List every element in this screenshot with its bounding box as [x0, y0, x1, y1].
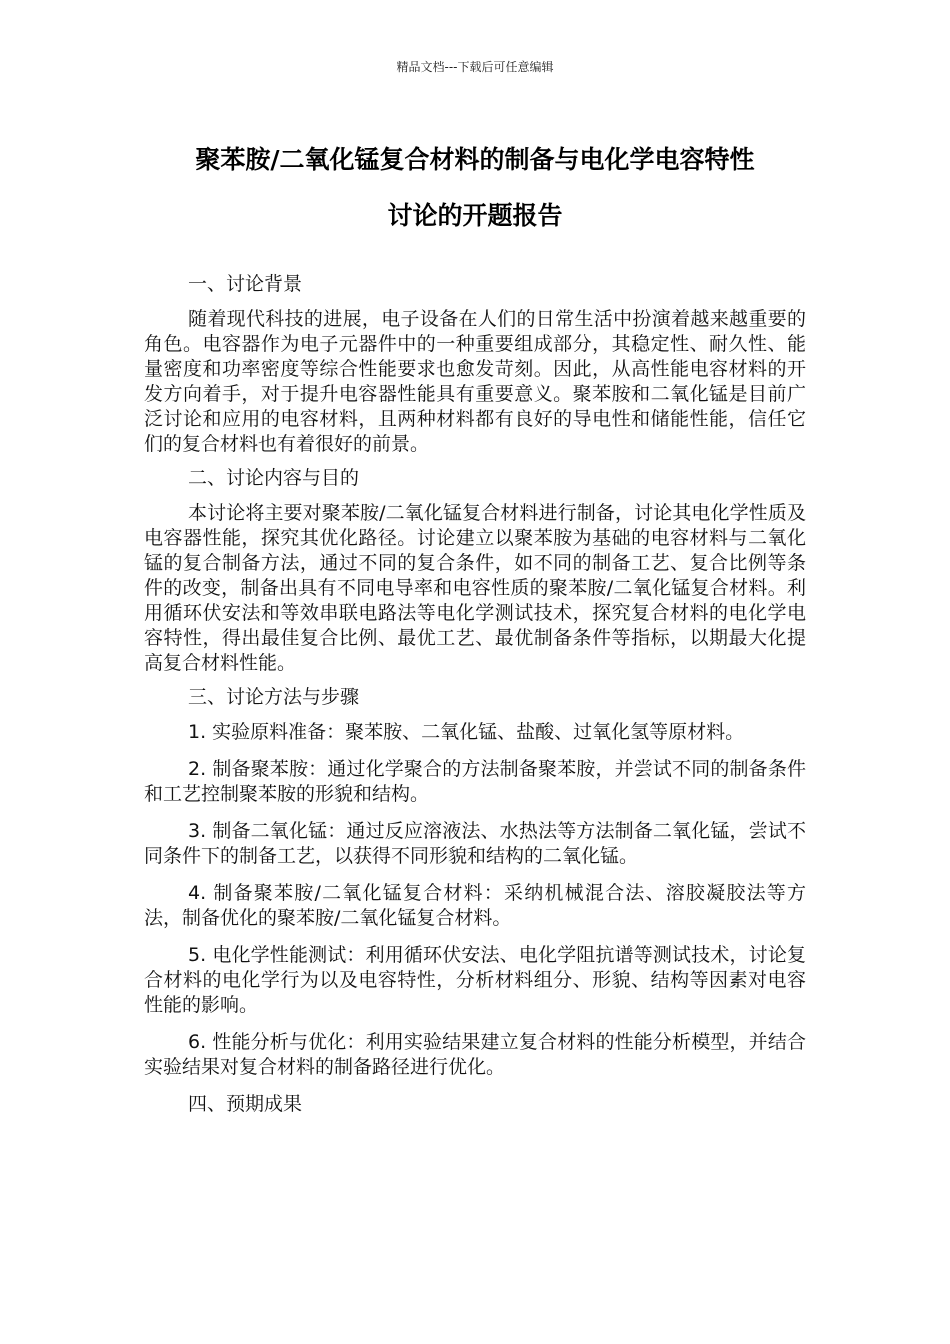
document-body: [144, 272, 806, 1127]
header-note: 精品文档---下载后可任意编辑: [396, 60, 554, 74]
paragraph-background: 随着现代科技的进展，电子设备在人们的日常生活中扮演着越来越重要的角色。电容器作为电子元器件中的一种重要组成部分，其稳定性、耐久性、能量密度和功率密度等综合性能要求也愈发苛刻。因此，从高性能电容材料的开发方向着手，对于提升电容器性能具有重要意义。聚苯胺和二氧化锰是目前广泛讨论和应用的电容材料，且两种材料都有良好的导电性和储能性能，信任它们的复合材料也有着很好的前景。: [144, 308, 806, 455]
section-heading-methods: 三、讨论方法与步骤: [188, 686, 360, 708]
section-heading-expected-results: 四、预期成果: [188, 1093, 303, 1115]
method-step-6: 6. 性能分析与优化：利用实验结果建立复合材料的性能分析模型，并结合实验结果对复合材料的制备路径进行优化。: [144, 1031, 806, 1078]
method-step-2: 2. 制备聚苯胺：通过化学聚合的方法制备聚苯胺，并尝试不同的制备条件和工艺控制聚苯胺的形貌和结构。: [144, 758, 806, 805]
section-heading-content-purpose: 二、讨论内容与目的: [188, 467, 360, 489]
method-step-3: 3. 制备二氧化锰：通过反应溶液法、水热法等方法制备二氧化锰，尝试不同条件下的制备工艺，以获得不同形貌和结构的二氧化锰。: [144, 820, 806, 867]
paragraph-content-purpose: 本讨论将主要对聚苯胺/二氧化锰复合材料进行制备，讨论其电化学性质及电容器性能，探究其优化路径。讨论建立以聚苯胺为基础的电容材料与二氧化锰的复合制备方法，通过不同的复合条件，如不同的制备工艺、复合比例等条件的改变，制备出具有不同电导率和电容性质的聚苯胺/二氧化锰复合材料。利用循环伏安法和等效串联电路法等电化学测试技术，探究复合材料的电化学电容特性，得出最佳复合比例、最优工艺、最优制备条件等指标，以期最大化提高复合材料性能。: [144, 502, 806, 674]
method-step-5: 5. 电化学性能测试：利用循环伏安法、电化学阻抗谱等测试技术，讨论复合材料的电化学行为以及电容特性，分析材料组分、形貌、结构等因素对电容性能的影响。: [144, 944, 806, 1016]
section-heading-background: 一、讨论背景: [188, 273, 303, 295]
method-step-1: 1. 实验原料准备：聚苯胺、二氧化锰、盐酸、过氧化氢等原材料。: [188, 721, 745, 743]
method-step-4: 4. 制备聚苯胺/二氧化锰复合材料：采纳机械混合法、溶胶凝胶法等方法，制备优化的聚苯胺/二氧化锰复合材料。: [144, 882, 806, 929]
document-title-line-1: 聚苯胺/二氧化锰复合材料的制备与电化学电容特性: [195, 145, 755, 174]
document-title-line-2: 讨论的开题报告: [387, 201, 563, 230]
